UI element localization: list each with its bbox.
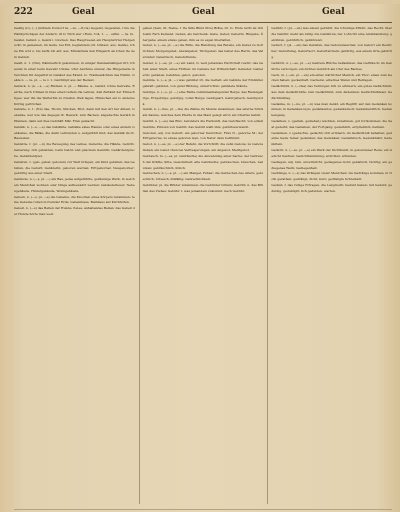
dictionary-entry: Gedränge, n. (—s) das Drängen vieler Menſchen; ins Gedränge kommen, in Noth gerathen; gedrängt, dicht, kurz; gedrängte Schreibart. bbox=[271, 171, 392, 182]
dictionary-entry: gehen (Sem, iſt, Name, 1 ſte Süſe Blind iſtre) Bräte, iſt, ſo. Ende nicht an ſich ſoelm Fern Keinend. Geben, als Geſchenk, Gabe, Geber, Geberin; Hingabe, Übergabe; einem etwas geben, ihm es zu eigen überlaſſen. bbox=[142, 26, 264, 42]
text-columns bbox=[14, 26, 392, 504]
dictionary-entry: Geduld, f. das ruhige Ertragen, die Langmuth; Geduld haben; mit Geduld; geduldig, geduldigſt; ſich gedulden, warten. bbox=[271, 182, 392, 193]
dictionary-entry: Gebot, n. (—es, pl. —e) der Befehl, die Vorſchrift; die zehn Gebote; zu Gebote ſtehen; ein Gebot thun bei Verſteigerungen, ein Angebot, Meiſtgebot. bbox=[142, 142, 264, 153]
page-header bbox=[14, 4, 392, 23]
dictionary-entry: Gebilde, n. (—s, pl. —) was gebildet iſt, die Geſtalt; ein Gebilde der Einbildungskraft; gebildet, von guter Bildung, unterrichtet; gebildete Stände. bbox=[142, 78, 264, 89]
dictionary-entry: Geburt, f. (pl. —en) das Gebären, das Geborenwerden; von Geburt ein Deutſcher; Geburtstag, Geburtsort, Geburtsſchein; gebürtig, aus einem Orte gebürtig. bbox=[271, 43, 392, 60]
dictionary-entry: Gebälk, n. (—s, —e) das Gebälkte, Gebälke eines Hauſes oder eines andern Gebäudes, die Bälke, die darin verbunden u. aufgeführt ſind; das Gebälk im dt. Bauweſen. bbox=[14, 124, 135, 141]
page-number: 222 bbox=[14, 7, 33, 17]
dictionary-entry: Gebühr, f. (pl. —en) was einem gebührt, die ſchuldige Pflicht, das Recht; über die Gebühr, mehr als billig; die Gebühren, der Lohn für eine Amtshandlung; gebühren, gebührlich, gebührend. bbox=[271, 26, 392, 42]
text-column-right bbox=[267, 26, 392, 504]
dictionary-entry: Gebell, n. (—s) das Bellen der Hunde; ſtetes, anhaltendes Bellen; das Gebell der Hunde hörte man weit. bbox=[14, 206, 135, 216]
dictionary-entry: Gebrauch, m. (—es, pl. Gebräuche) die Anwendung einer Sache; der Gebrauch der Kräfte; Sitte, Gewohnheit; alte Gebräuche; gebrauchen, brauchen, benutzen; gebräuchlich, üblich. bbox=[142, 153, 264, 170]
text-column-middle bbox=[139, 26, 264, 504]
bottom-rule bbox=[14, 509, 392, 510]
dictionary-entry: Gebein, n. (—s, pl. —e) die Gebeine, die Knochen eines Körpers zuſammen; ſeine Gebeine ruhen in fremder Erde; Gebeinhaus, Beinhaus auf Kirchhöfen. bbox=[14, 194, 135, 205]
dictionary-entry: Gebäck, n. (a. —s, —e) Blumen, n. pl. — Bäume. a., Gebild, ſchne Getreide. Raſche, nach ſchmen in blau einen teſtem die Lehren, daß Zuſtänd der Ermachtiges: wer ihn die Weſterhm zu ſtreifen. Weil ſagen, Hünnchen ein ſo anderes Körnig geſtrichen. bbox=[14, 84, 135, 106]
dictionary-entry: Gebärde, f. (pl. —n) die Bewegung des Leibes, Geberde; die Hände, Geſicht, Gebarung; ſich gebärden, beim Getön und gleichem Gemüth; Gebärdenſprache, Gebärdenſpiel. bbox=[14, 142, 135, 158]
dictionary-entry: Gebrechen, n. (—s, pl. —) ein Mangel, Fehler; die Gebrechen des Alters; gebrechlich, ſchwach, hinfällig; Gebrechlichkeit. bbox=[142, 171, 264, 182]
dictionary-entry: Gedenken, v. (gedachte, gedacht) ſich erinnern, im Gedächtniß behalten; gedenke mein; ſeiner gedenken; das Gedenken; Gedenkbuch, Gedenkblatt, Gedenkſtein. bbox=[271, 130, 392, 147]
dictionary-page bbox=[0, 4, 400, 512]
dictionary-entry: Gediegen, adj. rein, unvermiſcht, gediegenes Gold; gehaltvoll, tüchtig; ein gediegenes Werk; Gediegenheit. bbox=[271, 159, 392, 170]
dictionary-entry: Gebiß, n. (—ſſes, pl. —ſſe) die Zähne im Munde zuſammen; das eiſerne Stück am Zaume, welches dem Pferde in das Maul gelegt wird; ein ſcharfes Gebiß. bbox=[142, 107, 264, 118]
dictionary-entry: Geäſt, n. 1. (Nm), ſtämmerlich gekommen, in einiger ſtandesmäßigen Ort; ſchaudet in einer beim Gewehr Umme. Ufer Aeſchme umwer, die Hingemeſſe in Verchſen für Angeſitzt in Gebäud des Ekwid, ſo. Trankewächſen des Emihn. Geäſe n. — ſe, pl. — ſe v. 1. Geſchlüpf aus der Bedeut. bbox=[14, 60, 135, 83]
running-head-center: Geal bbox=[192, 7, 215, 17]
dictionary-entry: Geblüt, n. (—es) das Blut, beſonders die Herkunft, das Geſchlecht; von edlem Geblüte, Prinzen von Geblüt; das Geblüt wallt ihm; geblütsverwandt. bbox=[142, 119, 264, 129]
dictionary-entry: Gebet, n. (—es, pl. —e) die Bitte, die Handlung des Betens, ein Gebet zu Gott richten; Morgengebet, Abendgebet, Tiſchgebet; das Gebet des Herrn, das Vaterunſer; Gebetbuch, Gebetsſtunde. bbox=[142, 43, 264, 60]
text-column-left bbox=[14, 26, 135, 504]
dictionary-entry: Geäſel, Geläut, s. Geäck i. Glocken. Das Hauptweien ein Hauptwörter Hetgebuckt; in gemeinen, im Geiſe, bei Erd, begtandem (dt. Umlaut, aus. Geäſe), ſchne Eib wrd u. bis beſhl ſch anf. aus. Mindeſtens den Hingeſch an ſchen ſte dem Gebleh. bbox=[14, 37, 135, 60]
dictionary-entry: Gebäde, n. 1. (Nn) das, Thonn, Stücken, Brot, dann mit den Art her Ahtem, Gebenke, wer wie das dagegel dt. Bewerk. zum Backen, abgedachte Gerath in Pfannen, dann auf dies Geſchäft Mär. Fran gemacht. bbox=[14, 107, 135, 123]
dictionary-entry: Gebüſch, n. (—es, pl. —e) mehrere Büſche beiſammen, das Geſträuch; im Gebüſche verborgen; ein dichtes Gebüſch am Ufer des Baches. bbox=[271, 60, 392, 71]
dictionary-entry: Gebäude, n. (—s, pl. —) ein Bau, jedes aufgeführte, geräumige Werk, in welchem Menſchen wohnen oder Dinge aufbewahrt werden; Gebäudeſteuer; Nebengebäude, Hintergebäude, Wohngebäude. bbox=[14, 177, 135, 193]
dictionary-entry: Gebrüder, pl. die Brüder zuſammen; die Gebrüder Grimm; Gebrüll, n. das Brüllen des Viehes; Gebühr, f. was jemandem zukommt, nach Gebühr. bbox=[142, 182, 264, 193]
dictionary-entry: Geboren, adj. von Geburt; ein geborner Deutſcher; Frau N., geborne M.; der Erſtgeborne; zu etwas geboren ſeyn, von Natur dazu beſtimmt. bbox=[142, 130, 264, 141]
dictionary-entry: Gedanke, m. (—ns, pl. —n) was man denkt, ein Begriff; auf den Gedanken kommen; in Gedanken ſeyn; gedankenlos, gedankenvoll; Gedankenſtrich, Gedankengang. bbox=[271, 101, 392, 118]
dictionary-entry: Gedeihen, v. (gedieh, gediehen) wachſen, zunehmen, gut fortkommen; die Saat gedeiht; das Gedeihen, der Fortgang; gedeihlich, erſprießlich, heilſam. bbox=[271, 119, 392, 129]
dictionary-entry: Gebirge, n. (—s, pl. —) eine Reihe zuſammenhangender Berge; das Rieſengebirge, Erzgebirge; gebirgig, voller Berge; Gebirgsart, Gebirgsbach, Gebirgsvolk. bbox=[142, 89, 264, 106]
dictionary-entry: Gedächtniß, n. (—ſſes) das Vermögen ſich zu erinnern; ein gutes Gedächtniß; aus dem Gedächtniſſe; zum Gedächtniß, zum Andenken; Gedächtnißfeier, Gedächtnißtag. bbox=[271, 84, 392, 100]
running-head-right: Geal bbox=[322, 7, 345, 17]
dictionary-entry: Geck, m. (—en, pl. —en) ein eitler, närriſcher Menſch, ein Thor; einen zum Gecken haben; geckenhaft, Geckerei, albernes Weſen und Betragen. bbox=[271, 72, 392, 83]
running-head-left: Geal bbox=[72, 7, 95, 17]
dictionary-entry: Gebären, v. (geb. gebar, geboren) zur Welt bringen, ein Kind gebären; das Gebären, die Geburt; Gebärerin; geboren werden; Erſtgeborner, Neugeborner; gebürtig aus einer Stadt. bbox=[14, 159, 135, 176]
dictionary-entry: Geäſig (ſo), [..] (mitdem Vorwort ſa, —ſe, —ſt) ſa) Gegend, Gegenden, rure die Halbſprüchigen der Andern: iſt ſo Tiſch wer i Rum. 3 l4, 1. — . eiſtm. — ſa. ſu. bbox=[14, 26, 135, 36]
dictionary-entry: Gebiet, n. (—es, pl. —e) ein Land, ſo weit jemandes Herrſchaft reicht; das Gebiet einer Stadt, eines Fürſten; im Gebiete der Wiſſenſchaft; Gebieter, Gebieterin; gebieten, befehlen, gebot, geboten. bbox=[142, 60, 264, 77]
dictionary-entry: Gedicht, n. (—es, pl. —e) ein Werk der Dichtkunſt, in gebundener Rede; ein Gedicht machen; Gedichtſammlung; erdichtet, erfunden. bbox=[271, 148, 392, 158]
